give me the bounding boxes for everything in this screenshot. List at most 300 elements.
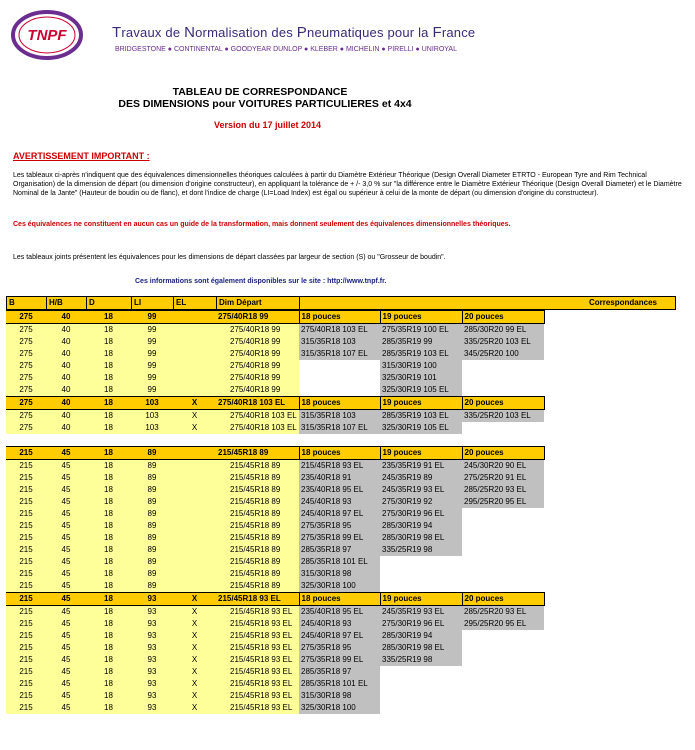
cell-hb: 45 — [46, 606, 86, 619]
cell-el: X — [173, 422, 216, 434]
cell-b: 215 — [6, 568, 46, 580]
group-spacer — [6, 434, 675, 447]
group-dim-depart: 275/40R18 103 EL — [216, 397, 299, 410]
cell-correspondance-18: 235/40R18 95 EL — [299, 606, 380, 619]
cell-d: 18 — [86, 532, 131, 544]
col-header-dim-depart: Dim Départ — [217, 297, 300, 310]
cell-dim-depart: 215/45R18 89 — [216, 556, 299, 568]
table-row — [6, 372, 675, 384]
cell-correspondance-18: 275/35R18 99 EL — [299, 532, 380, 544]
cell-dim-depart: 215/45R18 93 EL — [216, 618, 299, 630]
cell-hb: 45 — [46, 520, 86, 532]
cell-b: 275 — [6, 422, 46, 434]
cell-dim-depart: 275/40R18 99 — [216, 348, 299, 360]
table-row — [6, 630, 675, 642]
cell-correspondance-19 — [380, 568, 462, 580]
cell-b: 215 — [6, 580, 46, 593]
col-header-el: EL — [174, 297, 217, 310]
cell-hb: 45 — [46, 460, 86, 473]
cell-correspondance-20: 335/25R20 103 EL — [462, 336, 544, 348]
cell-li: 93 — [131, 618, 173, 630]
table-row — [6, 496, 675, 508]
cell-correspondance-20 — [462, 654, 544, 666]
inch-label-18: 18 pouces — [299, 593, 380, 606]
inch-label-18: 18 pouces — [299, 311, 380, 324]
cell-correspondance-19: 285/35R19 103 EL — [380, 348, 462, 360]
cell-li: 89 — [131, 544, 173, 556]
group-b: 215 — [6, 593, 46, 606]
cell-li: 99 — [131, 324, 173, 337]
cell-hb: 45 — [46, 580, 86, 593]
cell-dim-depart: 215/45R18 93 EL — [216, 630, 299, 642]
cell-correspondance-18: 245/40R18 97 EL — [299, 508, 380, 520]
group-el — [173, 311, 216, 324]
cell-dim-depart: 275/40R18 99 — [216, 336, 299, 348]
cell-dim-depart: 215/45R18 93 EL — [216, 642, 299, 654]
cell-correspondance-20: 345/25R20 100 — [462, 348, 544, 360]
cell-hb: 45 — [46, 690, 86, 702]
cell-b: 275 — [6, 336, 46, 348]
cell-correspondance-20: 285/25R20 93 EL — [462, 606, 544, 619]
cell-d: 18 — [86, 496, 131, 508]
cell-hb: 45 — [46, 702, 86, 714]
cell-el — [173, 508, 216, 520]
table-row — [6, 666, 675, 678]
cell-dim-depart: 275/40R18 99 — [216, 384, 299, 397]
cell-correspondance-20 — [462, 702, 544, 714]
table-row — [6, 410, 675, 423]
cell-li: 93 — [131, 678, 173, 690]
cell-correspondance-18: 235/40R18 95 EL — [299, 484, 380, 496]
cell-correspondance-20: 285/25R20 93 EL — [462, 484, 544, 496]
cell-dim-depart: 275/40R18 99 — [216, 324, 299, 337]
cell-correspondance-20: 275/25R20 91 EL — [462, 472, 544, 484]
cell-correspondance-20 — [462, 666, 544, 678]
group-b: 215 — [6, 447, 46, 460]
cell-b: 215 — [6, 618, 46, 630]
cell-d: 18 — [86, 702, 131, 714]
inch-label-19: 19 pouces — [380, 447, 462, 460]
header-table — [6, 296, 676, 310]
cell-dim-depart: 215/45R18 93 EL — [216, 654, 299, 666]
cell-correspondance-18 — [299, 384, 380, 397]
cell-correspondance-20 — [462, 678, 544, 690]
cell-dim-depart: 275/40R18 103 EL — [216, 422, 299, 434]
correspondence-table — [6, 310, 675, 714]
cell-dim-depart: 215/45R18 89 — [216, 568, 299, 580]
cell-el — [173, 460, 216, 473]
cell-li: 89 — [131, 472, 173, 484]
cell-correspondance-19 — [380, 666, 462, 678]
cell-d: 18 — [86, 580, 131, 593]
inch-label-19: 19 pouces — [380, 397, 462, 410]
cell-b: 215 — [6, 678, 46, 690]
cell-el — [173, 472, 216, 484]
doc-version: Version du 17 juillet 2014 — [213, 120, 322, 130]
table-row — [6, 678, 675, 690]
cell-correspondance-20 — [462, 690, 544, 702]
group-dim-depart: 275/40R18 99 — [216, 311, 299, 324]
cell-el: X — [173, 654, 216, 666]
cell-b: 215 — [6, 690, 46, 702]
cell-li: 103 — [131, 410, 173, 423]
table-row — [6, 360, 675, 372]
cell-correspondance-19: 335/25R19 98 — [380, 544, 462, 556]
col-header-d: D — [87, 297, 132, 310]
cell-correspondance-18: 285/35R18 97 — [299, 666, 380, 678]
cell-li: 89 — [131, 532, 173, 544]
cell-d: 18 — [86, 460, 131, 473]
table-row — [6, 348, 675, 360]
cell-correspondance-19: 325/30R19 105 EL — [380, 422, 462, 434]
cell-correspondance-20 — [462, 630, 544, 642]
cell-correspondance-20 — [462, 422, 544, 434]
table-row — [6, 654, 675, 666]
doc-title-line2: DES DIMENSIONS pour VOITURES PARTICULIERES et 4x4 — [118, 98, 412, 110]
cell-hb: 45 — [46, 508, 86, 520]
cell-correspondance-19: 325/30R19 105 EL — [380, 384, 462, 397]
cell-d: 18 — [86, 678, 131, 690]
cell-correspondance-20: 285/30R20 99 EL — [462, 324, 544, 337]
org-name: Travaux de Normalisation des Pneumatiques pour la France — [112, 24, 476, 41]
cell-li: 93 — [131, 666, 173, 678]
cell-el: X — [173, 702, 216, 714]
cell-b: 275 — [6, 324, 46, 337]
cell-b: 215 — [6, 702, 46, 714]
cell-li: 89 — [131, 460, 173, 473]
cell-hb: 45 — [46, 678, 86, 690]
cell-el — [173, 336, 216, 348]
cell-hb: 40 — [46, 324, 86, 337]
cell-correspondance-18: 245/40R18 97 EL — [299, 630, 380, 642]
cell-correspondance-18: 315/35R18 107 EL — [299, 348, 380, 360]
cell-b: 275 — [6, 410, 46, 423]
cell-correspondance-20: 295/25R20 95 EL — [462, 496, 544, 508]
cell-d: 18 — [86, 508, 131, 520]
cell-li: 93 — [131, 630, 173, 642]
cell-d: 18 — [86, 324, 131, 337]
table-row — [6, 556, 675, 568]
cell-hb: 45 — [46, 472, 86, 484]
cell-correspondance-19: 235/35R19 91 EL — [380, 460, 462, 473]
cell-dim-depart: 275/40R18 99 — [216, 360, 299, 372]
cell-li: 89 — [131, 580, 173, 593]
cell-hb: 40 — [46, 384, 86, 397]
cell-correspondance-18: 235/40R18 91 — [299, 472, 380, 484]
cell-el — [173, 372, 216, 384]
cell-correspondance-18: 315/30R18 98 — [299, 568, 380, 580]
cell-hb: 40 — [46, 336, 86, 348]
cell-d: 18 — [86, 360, 131, 372]
cell-el: X — [173, 690, 216, 702]
cell-el: X — [173, 630, 216, 642]
cell-el — [173, 360, 216, 372]
cell-correspondance-18: 245/40R18 93 — [299, 496, 380, 508]
site-note: Ces informations sont également disponibles sur le site : http://www.tnpf.fr. — [135, 278, 387, 285]
cell-li: 103 — [131, 422, 173, 434]
cell-correspondance-20 — [462, 556, 544, 568]
inch-label-20: 20 pouces — [462, 447, 544, 460]
inch-label-19: 19 pouces — [380, 311, 462, 324]
cell-correspondance-19: 285/30R19 98 EL — [380, 532, 462, 544]
group-li: 99 — [131, 311, 173, 324]
group-header-row — [6, 593, 675, 606]
group-b: 275 — [6, 311, 46, 324]
cell-correspondance-19: 275/35R19 100 EL — [380, 324, 462, 337]
group-li: 89 — [131, 447, 173, 460]
cell-b: 215 — [6, 654, 46, 666]
cell-dim-depart: 215/45R18 89 — [216, 508, 299, 520]
table-row — [6, 508, 675, 520]
cell-el — [173, 544, 216, 556]
cell-correspondance-19: 335/25R19 98 — [380, 654, 462, 666]
cell-el: X — [173, 666, 216, 678]
cell-correspondance-19 — [380, 678, 462, 690]
cell-correspondance-18: 315/35R18 103 — [299, 410, 380, 423]
cell-correspondance-19: 285/30R19 98 EL — [380, 642, 462, 654]
table-row — [6, 460, 675, 473]
col-header-li: LI — [132, 297, 174, 310]
cell-d: 18 — [86, 422, 131, 434]
cell-correspondance-20: 295/25R20 95 EL — [462, 618, 544, 630]
cell-b: 275 — [6, 360, 46, 372]
tnpf-logo — [9, 9, 87, 61]
cell-dim-depart: 215/45R18 93 EL — [216, 678, 299, 690]
cell-correspondance-18: 315/35R18 107 EL — [299, 422, 380, 434]
cell-el: X — [173, 642, 216, 654]
cell-correspondance-19: 315/30R19 100 — [380, 360, 462, 372]
cell-correspondance-19: 275/30R19 92 — [380, 496, 462, 508]
table-row — [6, 422, 675, 434]
cell-correspondance-18: 315/30R18 98 — [299, 690, 380, 702]
cell-el: X — [173, 618, 216, 630]
cell-hb: 40 — [46, 410, 86, 423]
cell-li: 89 — [131, 568, 173, 580]
cell-correspondance-19 — [380, 690, 462, 702]
cell-b: 275 — [6, 348, 46, 360]
cell-d: 18 — [86, 336, 131, 348]
group-dim-depart: 215/45R18 93 EL — [216, 593, 299, 606]
cell-dim-depart: 215/45R18 89 — [216, 460, 299, 473]
cell-b: 275 — [6, 384, 46, 397]
cell-hb: 40 — [46, 348, 86, 360]
cell-dim-depart: 215/45R18 93 EL — [216, 666, 299, 678]
cell-dim-depart: 275/40R18 103 EL — [216, 410, 299, 423]
cell-hb: 45 — [46, 544, 86, 556]
cell-correspondance-19: 275/30R19 96 EL — [380, 618, 462, 630]
cell-correspondance-19: 285/35R19 103 EL — [380, 410, 462, 423]
cell-hb: 40 — [46, 372, 86, 384]
table-row — [6, 472, 675, 484]
cell-d: 18 — [86, 642, 131, 654]
cell-hb: 40 — [46, 360, 86, 372]
table-row — [6, 484, 675, 496]
cell-dim-depart: 215/45R18 89 — [216, 520, 299, 532]
cell-el — [173, 532, 216, 544]
col-header-b: B — [7, 297, 47, 310]
cell-dim-depart: 215/45R18 93 EL — [216, 690, 299, 702]
table-row — [6, 520, 675, 532]
cell-li: 93 — [131, 690, 173, 702]
cell-dim-depart: 215/45R18 89 — [216, 472, 299, 484]
cell-d: 18 — [86, 372, 131, 384]
table-row — [6, 690, 675, 702]
cell-dim-depart: 215/45R18 89 — [216, 532, 299, 544]
cell-correspondance-18: 275/35R18 95 — [299, 520, 380, 532]
group-hb: 45 — [46, 593, 86, 606]
cell-d: 18 — [86, 472, 131, 484]
cell-correspondance-18: 275/40R18 103 EL — [299, 324, 380, 337]
cell-b: 215 — [6, 484, 46, 496]
cell-d: 18 — [86, 666, 131, 678]
cell-li: 99 — [131, 348, 173, 360]
cell-hb: 45 — [46, 666, 86, 678]
cell-hb: 45 — [46, 630, 86, 642]
cell-el — [173, 484, 216, 496]
inch-label-20: 20 pouces — [462, 397, 544, 410]
group-d: 18 — [86, 447, 131, 460]
cell-correspondance-19: 285/35R19 99 — [380, 336, 462, 348]
doc-title-line1: TABLEAU DE CORRESPONDANCE — [172, 86, 348, 98]
cell-correspondance-19: 325/30R19 101 — [380, 372, 462, 384]
cell-correspondance-20 — [462, 580, 544, 593]
inch-label-20: 20 pouces — [462, 593, 544, 606]
cell-el — [173, 348, 216, 360]
table-row — [6, 324, 675, 337]
cell-correspondance-18 — [299, 372, 380, 384]
cell-correspondance-18: 275/35R18 99 EL — [299, 654, 380, 666]
cell-b: 215 — [6, 544, 46, 556]
cell-el — [173, 520, 216, 532]
cell-b: 215 — [6, 508, 46, 520]
cell-correspondance-18: 325/30R18 100 — [299, 580, 380, 593]
group-header-row — [6, 397, 675, 410]
group-header-row — [6, 311, 675, 324]
cell-li: 89 — [131, 520, 173, 532]
group-hb: 40 — [46, 311, 86, 324]
cell-correspondance-20 — [462, 642, 544, 654]
cell-dim-depart: 275/40R18 99 — [216, 372, 299, 384]
cell-b: 215 — [6, 556, 46, 568]
cell-correspondance-18: 245/40R18 93 — [299, 618, 380, 630]
table-row — [6, 384, 675, 397]
cell-hb: 45 — [46, 654, 86, 666]
cell-correspondance-19: 275/30R19 96 EL — [380, 508, 462, 520]
cell-d: 18 — [86, 568, 131, 580]
group-li: 93 — [131, 593, 173, 606]
group-el — [173, 447, 216, 460]
cell-li: 93 — [131, 606, 173, 619]
cell-li: 99 — [131, 372, 173, 384]
table-row — [6, 568, 675, 580]
cell-correspondance-19: 285/30R19 94 — [380, 630, 462, 642]
cell-correspondance-20 — [462, 384, 544, 397]
cell-b: 215 — [6, 606, 46, 619]
cell-correspondance-20 — [462, 568, 544, 580]
cell-dim-depart: 215/45R18 89 — [216, 496, 299, 508]
cell-d: 18 — [86, 484, 131, 496]
disclaimer-paragraph: Ces équivalences ne constituent en aucun cas un guide de la transformation, mais donnent seulement des équivalences dimensionnelles théoriques. — [13, 221, 511, 228]
cell-hb: 45 — [46, 618, 86, 630]
cell-li: 99 — [131, 360, 173, 372]
cell-b: 215 — [6, 642, 46, 654]
cell-hb: 45 — [46, 556, 86, 568]
cell-correspondance-19: 285/30R19 94 — [380, 520, 462, 532]
cell-correspondance-18: 285/35R18 101 EL — [299, 556, 380, 568]
group-d: 18 — [86, 593, 131, 606]
inch-label-19: 19 pouces — [380, 593, 462, 606]
cell-li: 89 — [131, 484, 173, 496]
cell-correspondance-18: 315/35R18 103 — [299, 336, 380, 348]
cell-li: 93 — [131, 642, 173, 654]
inch-label-18: 18 pouces — [299, 397, 380, 410]
cell-el: X — [173, 606, 216, 619]
cell-el — [173, 496, 216, 508]
tables-note-paragraph: Les tableaux joints présentent les équivalences pour les dimensions de départ classées par largeur de section (S) ou "Grosseur de boudin". — [13, 254, 446, 261]
cell-correspondance-19 — [380, 556, 462, 568]
cell-hb: 45 — [46, 568, 86, 580]
cell-d: 18 — [86, 606, 131, 619]
cell-dim-depart: 215/45R18 93 EL — [216, 606, 299, 619]
cell-hb: 45 — [46, 496, 86, 508]
table-row — [6, 544, 675, 556]
cell-correspondance-19: 245/35R19 93 EL — [380, 606, 462, 619]
cell-b: 215 — [6, 666, 46, 678]
cell-d: 18 — [86, 630, 131, 642]
cell-li: 99 — [131, 336, 173, 348]
cell-correspondance-18 — [299, 360, 380, 372]
group-d: 18 — [86, 311, 131, 324]
cell-dim-depart: 215/45R18 89 — [216, 544, 299, 556]
brands-line: BRIDGESTONE ● CONTINENTAL ● GOODYEAR DUNLOP ● KLEBER ● MICHELIN ● PIRELLI ● UNIROYAL — [115, 46, 457, 53]
table-row — [6, 532, 675, 544]
group-dim-depart: 215/45R18 89 — [216, 447, 299, 460]
cell-correspondance-20 — [462, 360, 544, 372]
cell-el — [173, 384, 216, 397]
col-header-correspondances: Correspondances — [463, 297, 676, 310]
table-row — [6, 606, 675, 619]
cell-d: 18 — [86, 384, 131, 397]
cell-dim-depart: 215/45R18 89 — [216, 580, 299, 593]
table-row — [6, 580, 675, 593]
cell-correspondance-20 — [462, 544, 544, 556]
group-d: 18 — [86, 397, 131, 410]
cell-correspondance-20 — [462, 520, 544, 532]
cell-li: 99 — [131, 384, 173, 397]
cell-correspondance-20: 335/25R20 103 EL — [462, 410, 544, 423]
cell-correspondance-19: 245/35R19 89 — [380, 472, 462, 484]
cell-dim-depart: 215/45R18 89 — [216, 484, 299, 496]
group-hb: 45 — [46, 447, 86, 460]
cell-el — [173, 324, 216, 337]
cell-el — [173, 568, 216, 580]
cell-d: 18 — [86, 654, 131, 666]
cell-hb: 40 — [46, 422, 86, 434]
cell-hb: 45 — [46, 532, 86, 544]
cell-correspondance-18: 325/30R18 100 — [299, 702, 380, 714]
cell-b: 215 — [6, 520, 46, 532]
table-row — [6, 642, 675, 654]
cell-b: 215 — [6, 496, 46, 508]
cell-el: X — [173, 678, 216, 690]
cell-d: 18 — [86, 520, 131, 532]
table-row — [6, 336, 675, 348]
table-row — [6, 618, 675, 630]
cell-correspondance-20 — [462, 508, 544, 520]
cell-d: 18 — [86, 348, 131, 360]
cell-correspondance-19: 245/35R19 93 EL — [380, 484, 462, 496]
group-el: X — [173, 593, 216, 606]
